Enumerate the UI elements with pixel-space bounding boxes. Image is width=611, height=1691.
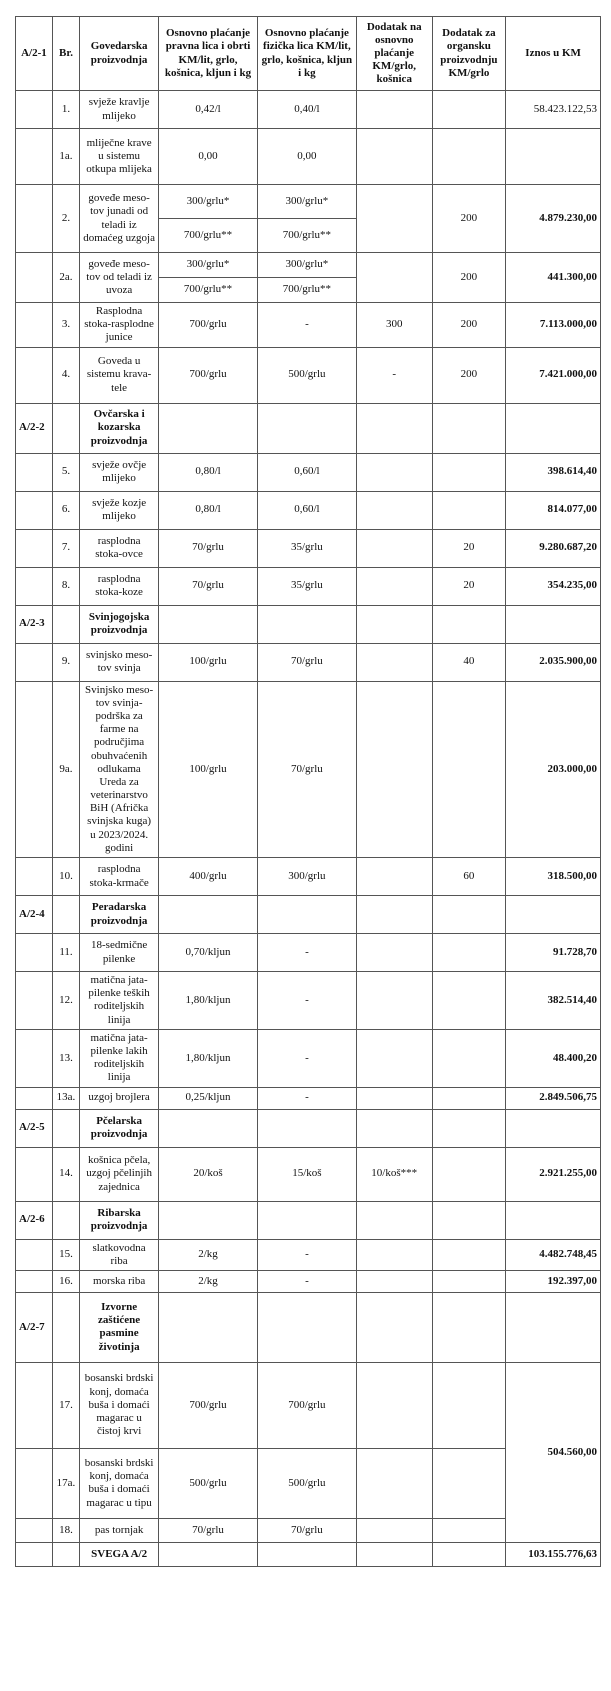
row-amount: 441.300,00 [506, 253, 601, 303]
row-number: 2a. [52, 253, 79, 303]
row-name: 18-sedmične pilenke [80, 934, 159, 972]
row-physical: 300/grlu [257, 858, 356, 896]
row-number: 16. [52, 1270, 79, 1292]
row-amount: 9.280.687,20 [506, 529, 601, 567]
row-legal: 0,80/l [159, 453, 258, 491]
section-row [16, 1201, 601, 1239]
row-number: 12. [52, 972, 79, 1030]
row-legal: 70/grlu [159, 567, 258, 605]
row-physical: 35/grlu [257, 529, 356, 567]
row-physical: 70/grlu [257, 643, 356, 681]
table-row [16, 567, 601, 605]
header-sector: Govedarska proizvodnja [80, 17, 159, 91]
row-physical: 0,40/l [257, 91, 356, 129]
row-name: svježe kravlje mlijeko [80, 91, 159, 129]
table-row [16, 934, 601, 972]
row-organic: 200 [432, 347, 506, 403]
row-legal: 0,70/kljun [159, 934, 258, 972]
row-amount: 504.560,00 [506, 1362, 601, 1542]
row-organic: 60 [432, 858, 506, 896]
total-amount: 103.155.776,63 [506, 1542, 601, 1566]
section-name: Izvorne zaštićene pasmine životinja [80, 1292, 159, 1362]
table-row [16, 129, 601, 185]
subsidy-table [15, 16, 601, 1567]
table-row [16, 1270, 601, 1292]
row-amount: 2.849.506,75 [506, 1087, 601, 1109]
row-amount: 203.000,00 [506, 681, 601, 857]
section-name: Ovčarska i kozarska proizvodnja [80, 403, 159, 453]
row-number: 13. [52, 1029, 79, 1087]
section-row [16, 1109, 601, 1147]
row-legal: 1,80/kljun [159, 1029, 258, 1087]
section-code: A/2-6 [16, 1201, 53, 1239]
row-organic: 40 [432, 643, 506, 681]
row-number: 8. [52, 567, 79, 605]
header-legal-entities: Osnovno plaćanje pravna lica i obrti KM/lit, grlo, košnica, kljun i kg [159, 17, 258, 91]
row-number: 1a. [52, 129, 79, 185]
table-row [16, 1147, 601, 1201]
header-code: A/2-1 [16, 17, 53, 91]
row-number: 10. [52, 858, 79, 896]
table-row [16, 253, 601, 278]
row-amount: 2.921.255,00 [506, 1147, 601, 1201]
row-amount: 58.423.122,53 [506, 91, 601, 129]
row-physical: 300/grlu* [257, 253, 356, 278]
row-number: 14. [52, 1147, 79, 1201]
row-amount: 4.482.748,45 [506, 1239, 601, 1270]
row-amount: 2.035.900,00 [506, 643, 601, 681]
row-name: rasplodna stoka-koze [80, 567, 159, 605]
section-code: A/2-3 [16, 605, 53, 643]
section-row [16, 403, 601, 453]
row-physical: 15/koš [257, 1147, 356, 1201]
row-number: 4. [52, 347, 79, 403]
row-physical: 500/grlu [257, 347, 356, 403]
row-addon: - [356, 347, 432, 403]
row-name: morska riba [80, 1270, 159, 1292]
row-legal: 700/grlu [159, 303, 258, 348]
row-physical: - [257, 972, 356, 1030]
row-name: košnica pčela, uzgoj pčelinjih zajednica [80, 1147, 159, 1201]
row-legal: 700/grlu** [159, 219, 258, 253]
row-physical: 700/grlu** [257, 219, 356, 253]
row-number: 9. [52, 643, 79, 681]
row-physical: - [257, 1270, 356, 1292]
row-amount: 382.514,40 [506, 972, 601, 1030]
table-row [16, 91, 601, 129]
table-row [16, 643, 601, 681]
row-legal: 700/grlu [159, 1362, 258, 1448]
row-name: bosanski brdski konj, domaća buša i domaći magarac u tipu [80, 1448, 159, 1518]
row-organic: 200 [432, 303, 506, 348]
section-row [16, 605, 601, 643]
section-row [16, 896, 601, 934]
row-physical: - [257, 303, 356, 348]
header-amount: Iznos u KM [506, 17, 601, 91]
header-no: Br. [52, 17, 79, 91]
row-physical: - [257, 934, 356, 972]
row-number: 6. [52, 491, 79, 529]
row-amount: 7.113.000,00 [506, 303, 601, 348]
header-addon: Dodatak na osnovno plaćanje KM/grlo, košnica [356, 17, 432, 91]
row-amount: 7.421.000,00 [506, 347, 601, 403]
row-name: pas tornjak [80, 1518, 159, 1542]
row-addon: 300 [356, 303, 432, 348]
table-row [16, 1239, 601, 1270]
row-organic: 20 [432, 529, 506, 567]
row-physical: 0,60/l [257, 453, 356, 491]
section-code: A/2-5 [16, 1109, 53, 1147]
row-legal: 70/grlu [159, 529, 258, 567]
table-row [16, 529, 601, 567]
row-physical: 0,60/l [257, 491, 356, 529]
row-legal: 500/grlu [159, 1448, 258, 1518]
section-code: A/2-2 [16, 403, 53, 453]
row-addon: 10/koš*** [356, 1147, 432, 1201]
row-name: Svinjsko meso-tov svinja-podrška za farme na područjima obuhvaćenih odlukama Ureda za veterinarstvo BiH (Afrička svinjska kuga) u 2023/2024. godini [80, 681, 159, 857]
row-name: svježe kozje mlijeko [80, 491, 159, 529]
row-number: 11. [52, 934, 79, 972]
table-row [16, 1087, 601, 1109]
row-number: 7. [52, 529, 79, 567]
row-amount: 398.614,40 [506, 453, 601, 491]
row-legal: 2/kg [159, 1270, 258, 1292]
table-row [16, 858, 601, 896]
row-physical: 300/grlu* [257, 185, 356, 219]
row-physical: 700/grlu** [257, 278, 356, 303]
row-legal: 0,25/kljun [159, 1087, 258, 1109]
row-number: 9a. [52, 681, 79, 857]
section-name: Ribarska proizvodnja [80, 1201, 159, 1239]
row-name: goveđe meso-tov junadi od teladi iz domaćeg uzgoja [80, 185, 159, 253]
row-legal: 700/grlu [159, 347, 258, 403]
header-organic: Dodatak za organsku proizvodnju KM/grlo [432, 17, 506, 91]
table-row [16, 1362, 601, 1448]
row-organic: 200 [432, 185, 506, 253]
table-row [16, 185, 601, 219]
row-legal: 400/grlu [159, 858, 258, 896]
row-legal: 70/grlu [159, 1518, 258, 1542]
row-number: 18. [52, 1518, 79, 1542]
row-number: 15. [52, 1239, 79, 1270]
row-legal: 700/grlu** [159, 278, 258, 303]
row-amount: 91.728,70 [506, 934, 601, 972]
row-legal: 0,00 [159, 129, 258, 185]
row-amount: 48.400,20 [506, 1029, 601, 1087]
section-name: Peradarska proizvodnja [80, 896, 159, 934]
row-name: rasplodna stoka-krmače [80, 858, 159, 896]
row-legal: 20/koš [159, 1147, 258, 1201]
row-legal: 300/grlu* [159, 185, 258, 219]
row-number: 3. [52, 303, 79, 348]
table-row [16, 303, 601, 348]
table-row [16, 972, 601, 1030]
row-name: svinjsko meso-tov svinja [80, 643, 159, 681]
row-legal: 0,42/l [159, 91, 258, 129]
row-name: mliječne krave u sistemu otkupa mlijeka [80, 129, 159, 185]
row-legal: 2/kg [159, 1239, 258, 1270]
row-number: 5. [52, 453, 79, 491]
row-number: 17a. [52, 1448, 79, 1518]
row-number: 17. [52, 1362, 79, 1448]
row-name: Goveda u sistemu krava-tele [80, 347, 159, 403]
row-name: matična jata-pilenke lakih roditeljskih linija [80, 1029, 159, 1087]
row-name: goveđe meso-tov od teladi iz uvoza [80, 253, 159, 303]
row-physical: - [257, 1239, 356, 1270]
row-number: 2. [52, 185, 79, 253]
row-physical: 70/grlu [257, 681, 356, 857]
row-amount: 814.077,00 [506, 491, 601, 529]
row-legal: 1,80/kljun [159, 972, 258, 1030]
row-name: matična jata-pilenke teških roditeljskih linija [80, 972, 159, 1030]
section-code: A/2-4 [16, 896, 53, 934]
row-organic: 20 [432, 567, 506, 605]
table-row [16, 347, 601, 403]
row-legal: 0,80/l [159, 491, 258, 529]
section-code: A/2-7 [16, 1292, 53, 1362]
row-legal: 100/grlu [159, 643, 258, 681]
row-physical: - [257, 1087, 356, 1109]
row-physical: 0,00 [257, 129, 356, 185]
section-row [16, 1292, 601, 1362]
row-name: svježe ovčje mlijeko [80, 453, 159, 491]
table-row [16, 453, 601, 491]
row-physical: 700/grlu [257, 1362, 356, 1448]
header-physical-persons: Osnovno plaćanje fizička lica KM/lit, grlo, košnica, kljun i kg [257, 17, 356, 91]
row-name: bosanski brdski konj, domaća buša i domaći magarac u čistoj krvi [80, 1362, 159, 1448]
row-number: 1. [52, 91, 79, 129]
row-amount: 192.397,00 [506, 1270, 601, 1292]
row-physical: - [257, 1029, 356, 1087]
row-amount: 318.500,00 [506, 858, 601, 896]
row-amount: 354.235,00 [506, 567, 601, 605]
row-organic: 200 [432, 253, 506, 303]
row-legal: 100/grlu [159, 681, 258, 857]
row-physical: 35/grlu [257, 567, 356, 605]
table-row [16, 1029, 601, 1087]
row-name: Rasplodna stoka-rasplodne junice [80, 303, 159, 348]
header-row [16, 17, 601, 91]
section-name: Pčelarska proizvodnja [80, 1109, 159, 1147]
row-physical: 500/grlu [257, 1448, 356, 1518]
row-legal: 300/grlu* [159, 253, 258, 278]
total-row [16, 1542, 601, 1566]
row-amount: 4.879.230,00 [506, 185, 601, 253]
row-physical: 70/grlu [257, 1518, 356, 1542]
row-name: rasplodna stoka-ovce [80, 529, 159, 567]
table-row [16, 491, 601, 529]
total-label: SVEGA A/2 [80, 1542, 159, 1566]
row-number: 13a. [52, 1087, 79, 1109]
section-name: Svinjogojska proizvodnja [80, 605, 159, 643]
row-name: uzgoj brojlera [80, 1087, 159, 1109]
row-name: slatkovodna riba [80, 1239, 159, 1270]
table-row [16, 681, 601, 857]
